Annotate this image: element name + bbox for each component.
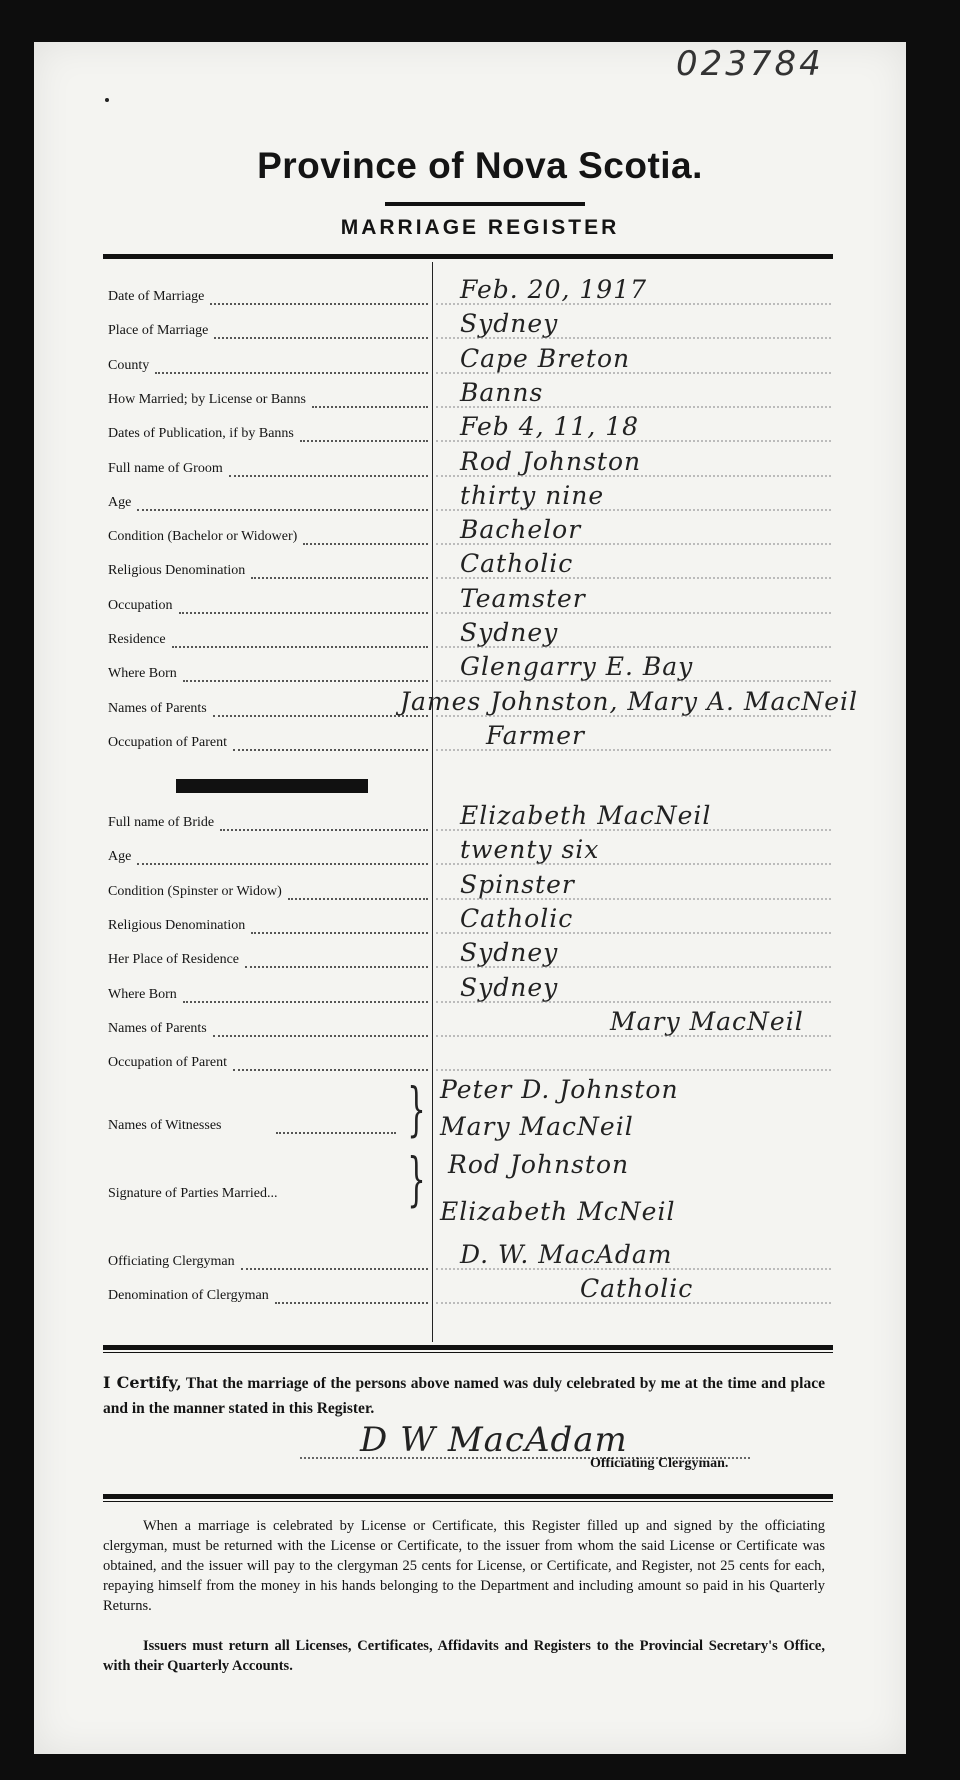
field-value: Mary MacNeil — [610, 1006, 804, 1036]
field-value: Cape Breton — [460, 343, 631, 373]
signature-label: Officiating Clergyman. — [590, 1456, 729, 1471]
rule — [103, 1494, 833, 1499]
value-line — [436, 1067, 831, 1071]
field-label: Age — [108, 849, 132, 865]
form-subtitle: MARRIAGE REGISTER — [340, 216, 620, 239]
field-label: Her Place of Residence — [108, 952, 239, 968]
leader-dots — [312, 404, 428, 408]
field-label: Condition (Spinster or Widow) — [108, 883, 282, 899]
field-label: County — [108, 357, 150, 373]
form-row — [108, 323, 210, 345]
leader-dots — [183, 678, 428, 682]
form-row — [108, 952, 241, 974]
field-label: Religious Denomination — [108, 917, 246, 933]
leader-dots — [155, 370, 428, 374]
witnesses-row — [108, 1118, 224, 1140]
field-label: Condition (Bachelor or Widower) — [108, 529, 298, 545]
notice-text: When a marriage is celebrated by License or Certificate, this Register filled up and signed by the officiating clergyman, must be returned with the License or Certificate, to the issuer from whom the said License or Certificate was obtained, and the issuer will pay to the clergyman 25 cents for License, or Certificate, and Register, not 25 cents for each, repaying himself from the money in his hands belonging to the Department and including amount so paid in his Quarterly Returns. — [103, 1518, 825, 1614]
witness-2: Mary MacNeil — [440, 1112, 634, 1141]
form-row — [108, 666, 179, 688]
form-row — [108, 529, 299, 551]
form-row — [108, 1021, 209, 1043]
party-signature-bride: Elizabeth McNeil — [440, 1197, 676, 1226]
leader-dots — [241, 1266, 428, 1270]
field-label: Names of Witnesses — [108, 1118, 222, 1133]
form-row — [108, 358, 151, 380]
leader-dots — [137, 861, 428, 865]
field-label: Full name of Bride — [108, 815, 215, 830]
bride-section-bar — [176, 779, 368, 793]
certify-text: That the marriage of the persons above named was duly celebrated by me at the time and place and in the manner stated in this Register. — [103, 1375, 825, 1417]
leader-dots — [183, 999, 428, 1003]
form-row — [108, 1055, 229, 1077]
title-divider — [385, 202, 585, 206]
field-value: Banns — [460, 377, 544, 407]
field-label: Where Born — [108, 986, 177, 1002]
field-label: Occupation of Parent — [108, 1055, 227, 1071]
field-value: Teamster — [460, 583, 586, 613]
field-value: Catholic — [460, 903, 574, 933]
leader-dots — [251, 575, 428, 579]
witness-1: Peter D. Johnston — [440, 1075, 679, 1104]
field-label: Names of Parents — [108, 700, 207, 716]
field-value: Feb 4, 11, 18 — [460, 412, 640, 442]
document-number: 023784 — [676, 44, 824, 84]
field-value: Catholic — [580, 1274, 694, 1303]
field-value: Elizabeth MacNeil — [460, 801, 712, 830]
field-value: Rod Johnston — [460, 446, 642, 476]
leader-dots — [288, 896, 428, 900]
rule — [103, 1501, 833, 1502]
leader-dots — [213, 1033, 428, 1037]
form-row — [108, 598, 175, 620]
rule — [103, 1345, 833, 1350]
leader-dots — [220, 827, 428, 831]
leader-dots — [303, 541, 428, 545]
field-value: Farmer — [486, 720, 585, 750]
field-value: James Johnston, Mary A. MacNeil — [400, 686, 859, 716]
field-value: Glengarry E. Bay — [460, 652, 694, 682]
field-label: Age — [108, 494, 132, 510]
form-row — [108, 815, 216, 837]
clergy-signature: D W MacAdam — [360, 1420, 628, 1460]
field-value: Feb. 20, 1917 — [460, 275, 647, 304]
field-label: Full name of Groom — [108, 460, 223, 476]
brace: } — [407, 1145, 426, 1213]
form-row — [108, 1254, 237, 1276]
leader-dots — [300, 438, 428, 442]
field-label: Residence — [108, 632, 166, 647]
leader-dots — [229, 473, 428, 477]
leader-dots — [275, 1300, 428, 1304]
field-value: twenty six — [460, 835, 600, 865]
field-label: Names of Parents — [108, 1020, 207, 1036]
form-row — [108, 884, 284, 906]
form-row — [108, 289, 206, 311]
parties-row — [108, 1186, 280, 1208]
leader-dots — [245, 964, 428, 968]
leader-dots — [276, 1130, 396, 1134]
leader-dots — [214, 335, 428, 339]
field-label: Officiating Clergyman — [108, 1254, 235, 1269]
certify-lead: I Certify, — [103, 1373, 182, 1392]
field-value: Bachelor — [460, 515, 582, 545]
field-value: Sydney — [460, 972, 559, 1002]
rule — [103, 1352, 833, 1353]
form-row — [108, 461, 225, 483]
field-value: D. W. MacAdam — [460, 1240, 673, 1269]
field-value: Spinster — [460, 869, 575, 899]
field-value: Sydney — [460, 309, 559, 339]
field-label: Denomination of Clergyman — [108, 1288, 269, 1303]
leader-dots — [233, 747, 428, 751]
form-row — [108, 849, 133, 871]
form-row — [108, 735, 229, 757]
field-label: Religious Denomination — [108, 563, 246, 579]
notice-text-2: Issuers must return all Licenses, Certificates, Affidavits and Registers to the Provincial Secretary's Office, with their Quarterly Accounts. — [103, 1638, 825, 1674]
form-row — [108, 392, 308, 414]
form-row — [108, 918, 247, 940]
field-value: Sydney — [460, 618, 559, 647]
form-row — [108, 701, 209, 723]
field-label: Signature of Parties Married... — [108, 1186, 278, 1201]
field-label: How Married; by License or Banns — [108, 391, 306, 407]
field-label: Dates of Publication, if by Banns — [108, 426, 294, 442]
field-label: Where Born — [108, 666, 177, 682]
form-row — [108, 632, 168, 654]
form-row — [108, 563, 247, 585]
party-signature-groom: Rod Johnston — [448, 1150, 630, 1179]
form-row — [108, 426, 296, 448]
leader-dots — [137, 507, 428, 511]
field-label: Date of Marriage — [108, 289, 205, 304]
form-row — [108, 495, 133, 517]
leader-dots — [251, 930, 428, 934]
field-value: thirty nine — [460, 480, 605, 510]
leader-dots — [210, 301, 428, 305]
leader-dots — [213, 713, 428, 717]
form-row — [108, 1288, 271, 1310]
ink-dot — [105, 98, 109, 102]
brace: } — [407, 1075, 426, 1143]
form-row — [108, 987, 179, 1009]
field-label: Occupation of Parent — [108, 734, 227, 750]
top-rule — [103, 254, 833, 259]
field-value: Sydney — [460, 938, 559, 968]
field-label: Occupation — [108, 597, 173, 613]
column-divider — [432, 262, 433, 1342]
leader-dots — [233, 1067, 428, 1071]
field-label: Place of Marriage — [108, 323, 209, 339]
certification — [103, 1370, 825, 1421]
page-title: Province of Nova Scotia. — [257, 145, 703, 186]
field-value: Catholic — [460, 549, 574, 579]
leader-dots — [179, 610, 428, 614]
leader-dots — [172, 644, 428, 648]
